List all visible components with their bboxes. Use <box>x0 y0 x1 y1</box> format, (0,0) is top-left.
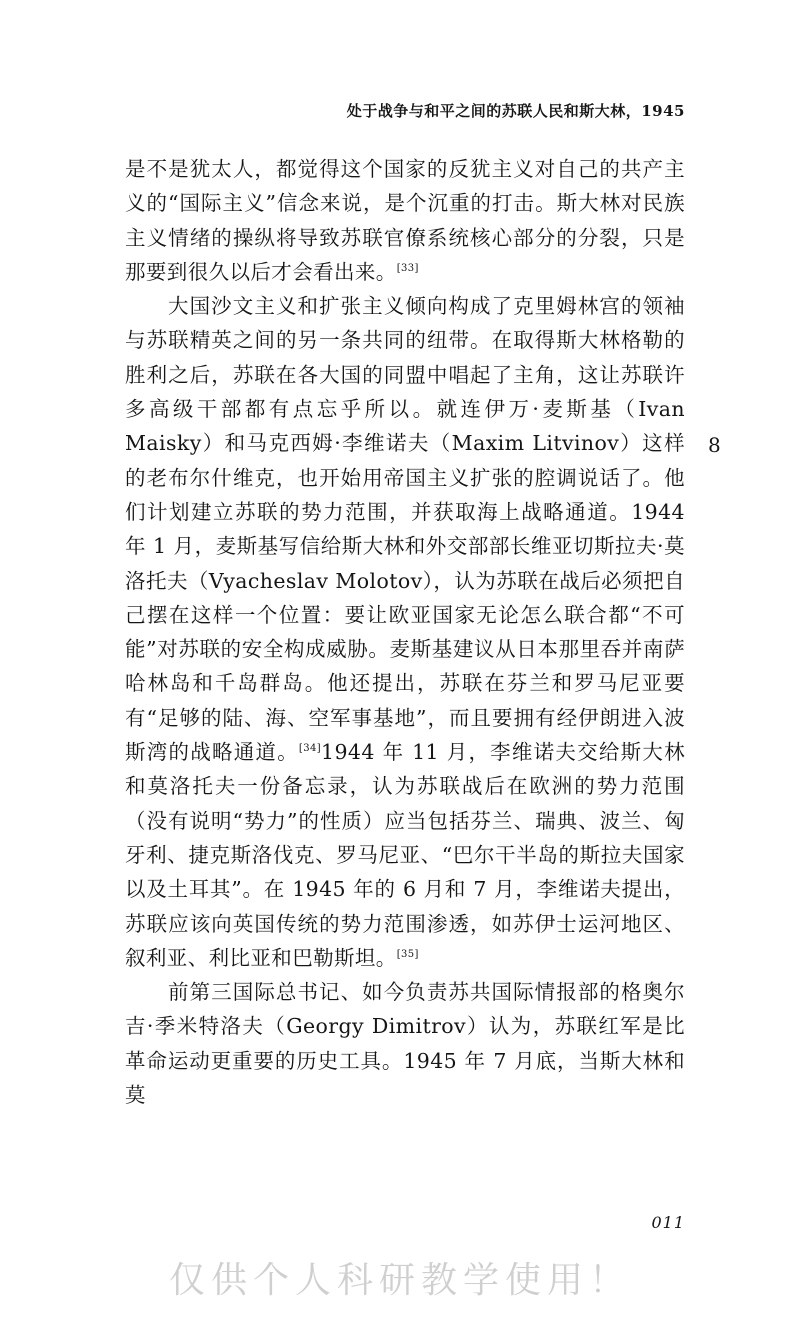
page-number: 011 <box>651 1213 685 1232</box>
paragraph-1 <box>125 152 685 289</box>
paragraph-1-text: 是不是犹太人，都觉得这个国家的反犹主义对自己的共产主义的“国际主义”信念来说，是个沉重的打击。斯大林对民族主义情绪的操纵将导致苏联官僚系统核心部分的分裂，只是那要到很久以后才会看出来。 <box>125 157 685 284</box>
body-text <box>125 152 685 1112</box>
footnote-marker-34: [34] <box>298 743 322 755</box>
margin-page-reference: 8 <box>708 433 721 457</box>
paragraph-2-text-part-1: 大国沙文主义和扩张主义倾向构成了克里姆林宫的领袖与苏联精英之间的另一条共同的纽带。在取得斯大林格勒的胜利之后，苏联在各大国的同盟中唱起了主角，这让苏联许多高级干部都有点忘乎所以。就连伊万·麦斯基（Ivan Maisky）和马克西姆·李维诺夫（Maxim Litvinov）这样的老布尔什维克，也开始用帝国主义扩张的腔调说话了。他们计划建立苏联的势力范围，并获取海上战略通道。1944 年 1 月，麦斯基写信给斯大林和外交部部长维亚切斯拉夫·莫洛托夫（Vyacheslav Molotov），认为苏联在战后必须把自己摆在这样一个位置：要让欧亚国家无论怎么联合都“不可能”对苏联的安全构成威胁。麦斯基建议从日本那里吞并南萨哈林岛和千岛群岛。他还提出，苏联在芬兰和罗马尼亚要有“足够的陆、海、空军事基地”，而且要拥有经伊朗进入波斯湾的战略通道。 <box>125 294 685 765</box>
paragraph-2 <box>125 289 685 975</box>
footnote-marker-35: [35] <box>396 949 419 960</box>
paragraph-3-text: 前第三国际总书记、如今负责苏共国际情报部的格奥尔吉·季米特洛夫（Georgy Dimitrov）认为，苏联红军是比革命运动更重要的历史工具。1945 年 7 月底，当斯大林和莫 <box>125 980 685 1108</box>
watermark-text: 仅供个人科研教学使用！ <box>168 1260 631 1301</box>
paragraph-2-text-part-2: 1944 年 11 月，李维诺夫交给斯大林和莫洛托夫一份备忘录，认为苏联战后在欧洲的势力范围（没有说明“势力”的性质）应当包括芬兰、瑞典、波兰、匈牙利、捷克斯洛伐克、罗马尼亚、“巴尔干半岛的斯拉夫国家以及土耳其”。在 1945 年的 6 月和 7 月，李维诺夫提出，苏联应该向英国传统的势力范围渗透，如苏伊士运河地区、叙利亚、利比亚和巴勒斯坦。 <box>125 740 685 970</box>
paragraph-3 <box>125 975 685 1112</box>
footnote-marker-33: [33] <box>396 263 419 275</box>
running-head: 处于战争与和平之间的苏联人民和斯大林，1945 <box>346 102 685 120</box>
